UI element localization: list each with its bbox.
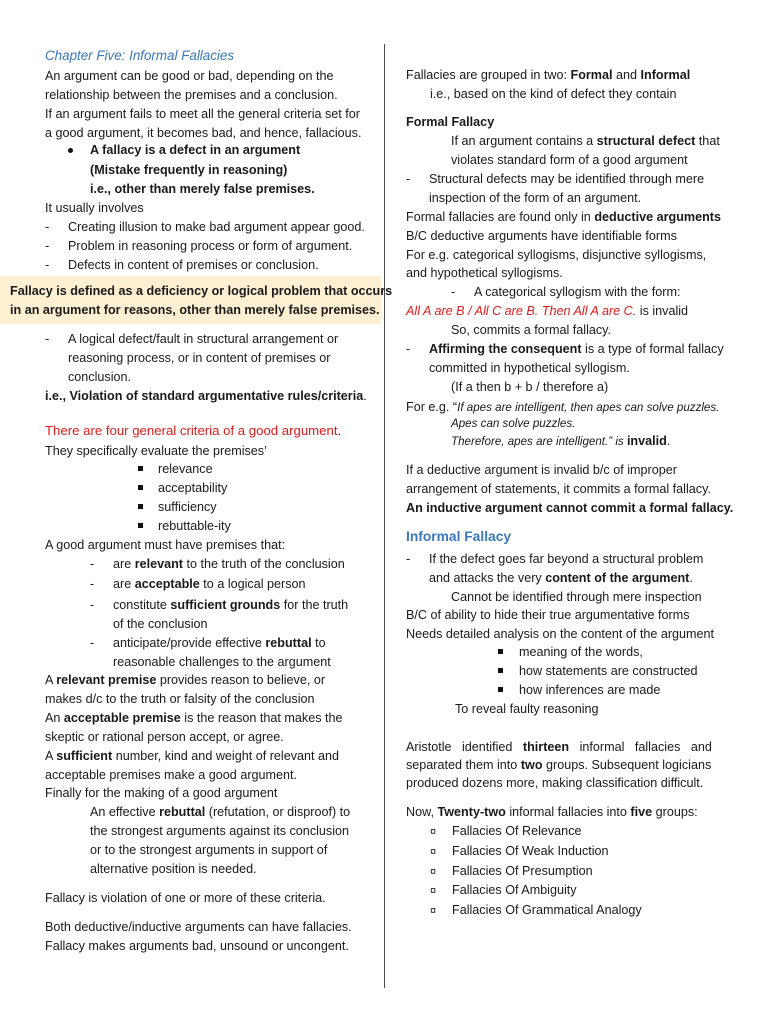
text-part: Now, bbox=[406, 805, 438, 819]
text-italic: is bbox=[615, 435, 627, 448]
list-item: Defects in content of premises or conclusion. bbox=[68, 258, 319, 272]
involves-heading: It usually involves bbox=[45, 201, 144, 215]
inductive-line: An inductive argument cannot commit a formal fallacy. bbox=[406, 501, 734, 515]
criteria-item: rebuttable-ity bbox=[158, 519, 231, 533]
invalid-line: If a deductive argument is invalid b/c of improper bbox=[406, 463, 677, 477]
text-part: Aristotle identified bbox=[406, 740, 523, 754]
categorical-line: A categorical syllogism with the form: bbox=[474, 285, 681, 299]
violation-line: i.e., Violation of standard argumentative rules/criteria. bbox=[45, 389, 367, 403]
criteria-heading: There are four general criteria of a good argument. bbox=[45, 423, 342, 438]
dash-icon: - bbox=[90, 557, 95, 571]
bullet-icon bbox=[68, 148, 73, 153]
premise-item: of the conclusion bbox=[113, 617, 208, 631]
premise-item bbox=[113, 556, 345, 572]
currency-bullet-icon: ¤ bbox=[430, 846, 437, 858]
currency-bullet-icon: ¤ bbox=[430, 826, 437, 838]
text-part: A bbox=[45, 749, 57, 763]
dash-icon: - bbox=[406, 552, 411, 566]
square-bullet-icon bbox=[498, 687, 503, 692]
callout-text: Fallacy is defined as a deficiency or logical problem that occurs bbox=[10, 284, 393, 298]
column-divider bbox=[384, 44, 385, 988]
fallacy-group: Fallacies Of Relevance bbox=[452, 824, 582, 838]
currency-bullet-icon: ¤ bbox=[430, 885, 437, 897]
example-line: and hypothetical syllogisms. bbox=[406, 266, 563, 280]
criteria-item: sufficiency bbox=[158, 500, 217, 514]
informal-line: If the defect goes far beyond a structural problem bbox=[429, 552, 704, 566]
list-item: Creating illusion to make bad argument appear good. bbox=[68, 220, 365, 234]
intro-line: An argument can be good or bad, depending on the bbox=[45, 69, 334, 83]
dash-icon: - bbox=[90, 598, 95, 612]
text-bold: invalid bbox=[626, 434, 667, 448]
text-part: Fallacies are grouped in two: bbox=[406, 68, 571, 82]
list-item: Problem in reasoning process or form of argument. bbox=[68, 239, 353, 253]
formal-fallacy-heading: Formal Fallacy bbox=[406, 115, 495, 129]
chapter-title: Chapter Five: Informal Fallacies bbox=[45, 48, 235, 63]
text-part: are bbox=[113, 577, 135, 591]
dash-icon: - bbox=[406, 172, 411, 186]
currency-bullet-icon: ¤ bbox=[430, 866, 437, 878]
list-item: A logical defect/fault in structural arrangement or bbox=[68, 332, 339, 346]
sufficient-premise bbox=[45, 748, 339, 764]
dash-icon: - bbox=[45, 220, 50, 234]
apes-example: Apes can solve puzzles. bbox=[451, 417, 576, 430]
structural-defect-line: violates standard form of a good argument bbox=[451, 153, 688, 167]
text-part: informal fallacies into bbox=[505, 805, 631, 819]
premise-item bbox=[113, 597, 348, 613]
text-bold: Informal bbox=[640, 68, 691, 82]
example-line: For e.g. categorical syllogisms, disjunctive syllogisms, bbox=[406, 248, 707, 262]
criteria-item: acceptability bbox=[158, 481, 228, 495]
premise-item bbox=[113, 635, 326, 651]
square-bullet-icon bbox=[498, 649, 503, 654]
syllogism-form-red: All A are B / All C are B. Then All A are C. bbox=[406, 304, 637, 318]
fallacy-definition: i.e., other than merely false premises. bbox=[90, 182, 315, 196]
analysis-item: how statements are constructed bbox=[519, 664, 698, 678]
text-part: An effective bbox=[90, 805, 160, 819]
rebuttal-premise bbox=[90, 804, 350, 820]
dash-icon: - bbox=[45, 239, 50, 253]
informal-line bbox=[429, 570, 693, 586]
text-part: number, kind and weight of relevant and bbox=[112, 749, 340, 763]
violation-bold: i.e., Violation of standard argumentative rules/criteria bbox=[45, 389, 364, 403]
aristotle-line: produced dozens more, making classification difficult. bbox=[406, 776, 704, 790]
text-bold: relevant premise bbox=[56, 673, 157, 687]
text-italic: If apes are intelligent, then apes can solve puzzles. bbox=[457, 401, 720, 414]
violation-summary: Fallacy is violation of one or more of these criteria. bbox=[45, 891, 326, 905]
affirming-line: committed in hypothetical syllogism. bbox=[429, 361, 630, 375]
square-bullet-icon bbox=[138, 504, 143, 509]
syllogism-form bbox=[406, 303, 688, 319]
apes-example: Therefore, apes are intelligent.” is invalid. bbox=[451, 434, 671, 448]
dash-icon: - bbox=[45, 332, 50, 346]
both-line: Fallacy makes arguments bad, unsound or uncongent. bbox=[45, 939, 349, 953]
fallacy-group: Fallacies Of Presumption bbox=[452, 864, 593, 878]
affirming-line: (If a then b + b / therefore a) bbox=[451, 380, 609, 394]
list-item: inspection of the form of an argument. bbox=[429, 191, 642, 205]
text-part: groups: bbox=[652, 805, 698, 819]
grouped-line bbox=[406, 67, 690, 83]
list-item: reasoning process, or in content of premises or bbox=[68, 351, 331, 365]
fallacy-group: Fallacies Of Grammatical Analogy bbox=[452, 903, 642, 917]
intro-line: relationship between the premises and a conclusion. bbox=[45, 88, 338, 102]
rebuttal-premise: or to the strongest arguments in support of bbox=[90, 843, 328, 857]
text-part: to the truth of the conclusion bbox=[183, 557, 345, 571]
rebuttal-premise: alternative position is needed. bbox=[90, 862, 257, 876]
text-part: separated them into bbox=[406, 758, 521, 772]
analysis-item: how inferences are made bbox=[519, 683, 661, 697]
aristotle-line bbox=[406, 757, 711, 773]
evaluate-line: They specifically evaluate the premises’ bbox=[45, 444, 267, 458]
fallacy-definition: A fallacy is a defect in an argument bbox=[90, 143, 301, 157]
reveal-line: To reveal faulty reasoning bbox=[455, 702, 599, 716]
list-item: Structural defects may be identified through mere bbox=[429, 172, 705, 186]
text-part: . bbox=[689, 571, 693, 585]
text-bold: rebuttal bbox=[265, 636, 312, 650]
text-bold: Twenty-two bbox=[437, 805, 506, 819]
text-part: constitute bbox=[113, 598, 171, 612]
text-bold: Affirming the consequent bbox=[429, 342, 582, 356]
deductive-line bbox=[406, 209, 721, 225]
grouped-line: i.e., based on the kind of defect they contain bbox=[430, 87, 677, 101]
text-part: provides reason to believe, or bbox=[156, 673, 326, 687]
text-bold: sufficient bbox=[56, 749, 113, 763]
invalid-line: arrangement of statements, it commits a formal fallacy. bbox=[406, 482, 711, 496]
text-part: informal fallacies and bbox=[569, 740, 712, 754]
text-part: For e.g. “ bbox=[406, 400, 458, 414]
text-part: anticipate/provide effective bbox=[113, 636, 266, 650]
text-bold: thirteen bbox=[522, 740, 570, 754]
text-bold: rebuttal bbox=[159, 805, 206, 819]
square-bullet-icon bbox=[498, 668, 503, 673]
text-bold: five bbox=[630, 805, 653, 819]
text-part: An bbox=[45, 711, 64, 725]
text-part: is the reason that makes the bbox=[180, 711, 343, 725]
text-part: are bbox=[113, 557, 135, 571]
rebuttal-premise: the strongest arguments against its conclusion bbox=[90, 824, 350, 838]
intro-line: a good argument, it becomes bad, and hence, fallacious. bbox=[45, 126, 362, 140]
aristotle-line bbox=[406, 739, 712, 755]
dash-icon: - bbox=[45, 258, 50, 272]
text-bold: Formal bbox=[570, 68, 613, 82]
text-bold: deductive arguments bbox=[594, 210, 721, 224]
informal-line: Cannot be identified through mere inspection bbox=[451, 590, 702, 604]
premise-item: reasonable challenges to the argument bbox=[113, 655, 331, 669]
text-part: and bbox=[612, 68, 641, 82]
both-line: Both deductive/inductive arguments can have fallacies. bbox=[45, 920, 352, 934]
list-item: conclusion. bbox=[68, 370, 132, 384]
text-part: Formal fallacies are found only in bbox=[406, 210, 595, 224]
text-part: to a logical person bbox=[199, 577, 306, 591]
twenty-two-line bbox=[406, 804, 698, 820]
dash-icon: - bbox=[90, 577, 95, 591]
text-bold: structural defect bbox=[596, 134, 696, 148]
affirming-line bbox=[429, 341, 724, 357]
acceptable-premise bbox=[45, 710, 343, 726]
criteria-heading-text: There are four general criteria of a good argument bbox=[45, 423, 338, 438]
fallacy-group: Fallacies Of Weak Induction bbox=[452, 844, 609, 858]
structural-defect-line bbox=[451, 133, 720, 149]
text-part: groups. Subsequent logicians bbox=[542, 758, 712, 772]
relevant-premise bbox=[45, 672, 325, 688]
dash-icon: - bbox=[406, 342, 411, 356]
callout-text: in an argument for reasons, other than merely false premises. bbox=[10, 303, 380, 317]
text-part: is invalid bbox=[636, 304, 689, 318]
commits-line: So, commits a formal fallacy. bbox=[451, 323, 612, 337]
fallacy-definition: (Mistake frequently in reasoning) bbox=[90, 163, 288, 177]
bc-line: B/C deductive arguments have identifiable forms bbox=[406, 229, 677, 243]
good-argument-line: A good argument must have premises that: bbox=[45, 538, 286, 552]
criteria-item: relevance bbox=[158, 462, 213, 476]
dash-icon: - bbox=[451, 285, 456, 299]
text-part: and attacks the very bbox=[429, 571, 546, 585]
sufficient-premise: acceptable premises make a good argument. bbox=[45, 768, 298, 782]
analysis-item: meaning of the words, bbox=[519, 645, 643, 659]
text-bold: acceptable premise bbox=[63, 711, 181, 725]
informal-line: Needs detailed analysis on the content of the argument bbox=[406, 627, 715, 641]
text-italic: Therefore, apes are intelligent.” bbox=[451, 435, 616, 448]
informal-line: B/C of ability to hide their true argumentative forms bbox=[406, 608, 690, 622]
currency-bullet-icon: ¤ bbox=[430, 905, 437, 917]
finally-line: Finally for the making of a good argument bbox=[45, 786, 278, 800]
text-bold: relevant bbox=[134, 557, 184, 571]
acceptable-premise: skeptic or rational person accept, or agree. bbox=[45, 730, 284, 744]
text-bold: sufficient grounds bbox=[170, 598, 281, 612]
intro-line: If an argument fails to meet all the general criteria set for bbox=[45, 107, 360, 121]
text-part: is a type of formal fallacy bbox=[581, 342, 724, 356]
text-bold: acceptable bbox=[134, 577, 200, 591]
text-part: If an argument contains a bbox=[451, 134, 597, 148]
dash-icon: - bbox=[90, 636, 95, 650]
text-bold: content of the argument bbox=[545, 571, 690, 585]
text-part: (refutation, or disproof) to bbox=[205, 805, 351, 819]
square-bullet-icon bbox=[138, 466, 143, 471]
premise-item bbox=[113, 576, 306, 592]
text-part: that bbox=[695, 134, 720, 148]
informal-fallacy-heading: Informal Fallacy bbox=[406, 529, 512, 544]
square-bullet-icon bbox=[138, 523, 143, 528]
text-part: A bbox=[45, 673, 57, 687]
text-part: for the truth bbox=[280, 598, 349, 612]
apes-example bbox=[406, 399, 719, 416]
text-bold: two bbox=[520, 758, 543, 772]
text-part: to bbox=[311, 636, 326, 650]
fallacy-group: Fallacies Of Ambiguity bbox=[452, 883, 577, 897]
square-bullet-icon bbox=[138, 485, 143, 490]
relevant-premise: makes d/c to the truth or falsity of the conclusion bbox=[45, 692, 315, 706]
